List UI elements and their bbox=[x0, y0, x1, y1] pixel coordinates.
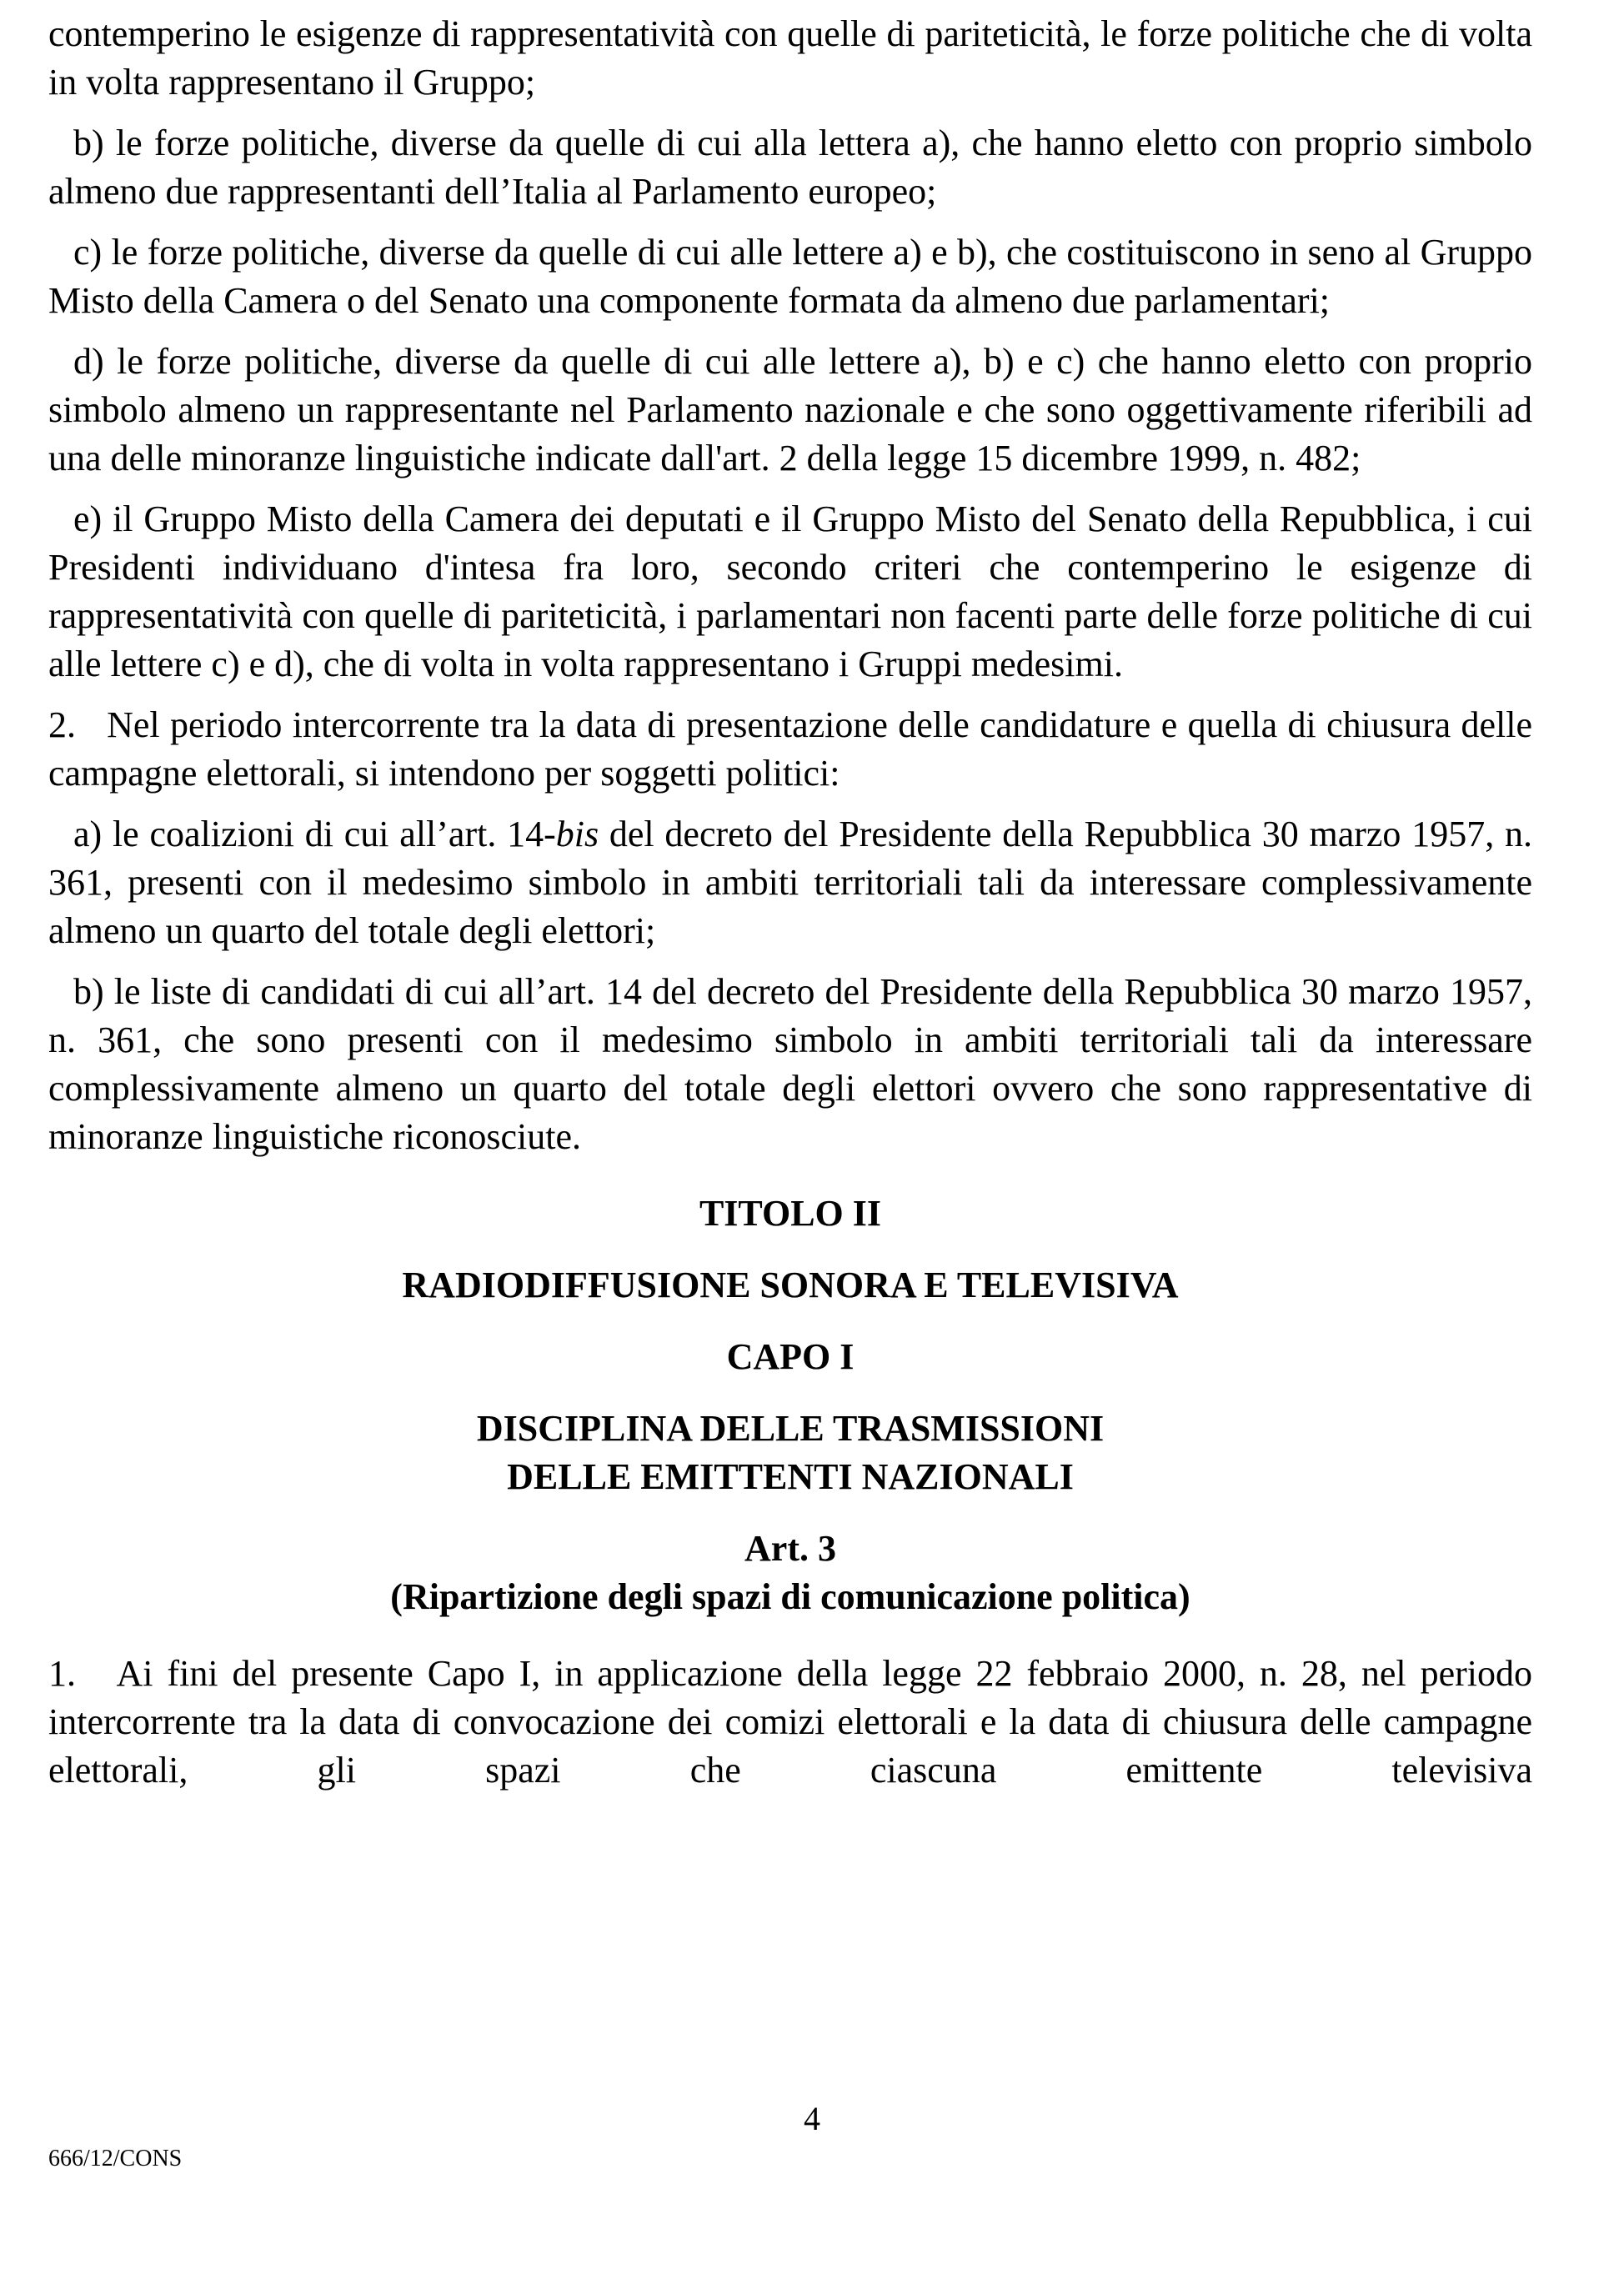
paragraph-continuation: contemperino le esigenze di rappresentatività con quelle di pariteticità, le forze politiche che di volta in volta rappresentano il Gruppo; bbox=[48, 13, 1532, 103]
document-reference: 666/12/CONS bbox=[48, 2146, 183, 2171]
item-a-text-2: del decreto del Presidente della Repubblica 30 marzo 1957, n. 361, presenti con il medesimo simbolo in ambiti territoriali tali da interessare complessivamente almeno un quarto del totale degli elettori; bbox=[48, 814, 1532, 951]
heading-article-title: (Ripartizione degli spazi di comunicazione politica) bbox=[390, 1576, 1190, 1617]
paragraph-2-item-b: b) le liste di candidati di cui all’art. 14 del decreto del Presidente della Repubblica 30 marzo 1957, n. 361, che sono presenti con il medesimo simbolo in ambiti territoriali tali da interessare complessivamente almeno un quarto del totale degli elettori ovvero che sono rappresentative di minoranze linguistiche riconosciute. bbox=[48, 971, 1532, 1157]
heading-article: Art. 3 bbox=[744, 1528, 836, 1569]
item-a-italic: bis bbox=[555, 814, 599, 854]
paragraph-2-item-a bbox=[48, 810, 1532, 955]
paragraph-2-intro: 2. Nel periodo intercorrente tra la data di presentazione delle candidature e quella di chiusura delle campagne elettorali, si intendono per soggetti politici: bbox=[48, 704, 1541, 794]
paragraph-item-b: b) le forze politiche, diverse da quelle di cui alla lettera a), che hanno eletto con proprio simbolo almeno due rappresentanti dell’Italia al Parlamento europeo; bbox=[48, 123, 1532, 212]
paragraph-item-c: c) le forze politiche, diverse da quelle di cui alle lettere a) e b), che costituiscono in seno al Gruppo Misto della Camera o del Senato una componente formata da almeno due parlamentari; bbox=[48, 232, 1532, 321]
paragraph-item-e: e) il Gruppo Misto della Camera dei deputati e il Gruppo Misto del Senato della Repubblica, i cui Presidenti individuano d'intesa fra loro, secondo criteri che contemperino le esigenze di rappresentatività con quelle di pariteticità, i parlamentari non facenti parte delle forze politiche di cui alle lettere c) e d), che di volta in volta rappresentano i Gruppi medesimi. bbox=[48, 498, 1532, 684]
item-a-text-1: a) le coalizioni di cui all’art. 14- bbox=[73, 814, 556, 854]
heading-capo-name-2: DELLE EMITTENTI NAZIONALI bbox=[507, 1456, 1074, 1497]
paragraph-item-d: d) le forze politiche, diverse da quelle di cui alle lettere a), b) e c) che hanno eletto con proprio simbolo almeno un rappresentante nel Parlamento nazionale e che sono oggettivamente riferibili ad una delle minoranze linguistiche indicate dall'art. 2 della legge 15 dicembre 1999, n. 482; bbox=[48, 341, 1532, 478]
document-page bbox=[48, 10, 1541, 1807]
heading-capo-name-1: DISCIPLINA DELLE TRASMISSIONI bbox=[476, 1408, 1105, 1449]
article-paragraph-1: 1. Ai fini del presente Capo I, in applicazione della legge 22 febbraio 2000, n. 28, nel periodo intercorrente tra la data di convocazione dei comizi elettorali e la data di chiusura delle campagne elettorali, gli spazi che ciascuna emittente televisiva bbox=[48, 1653, 1541, 1791]
heading-titolo: TITOLO II bbox=[699, 1193, 882, 1234]
heading-capo: CAPO I bbox=[726, 1336, 855, 1377]
heading-titolo-name: RADIODIFFUSIONE SONORA E TELEVISIVA bbox=[402, 1265, 1179, 1305]
page-number: 4 bbox=[804, 2100, 820, 2137]
